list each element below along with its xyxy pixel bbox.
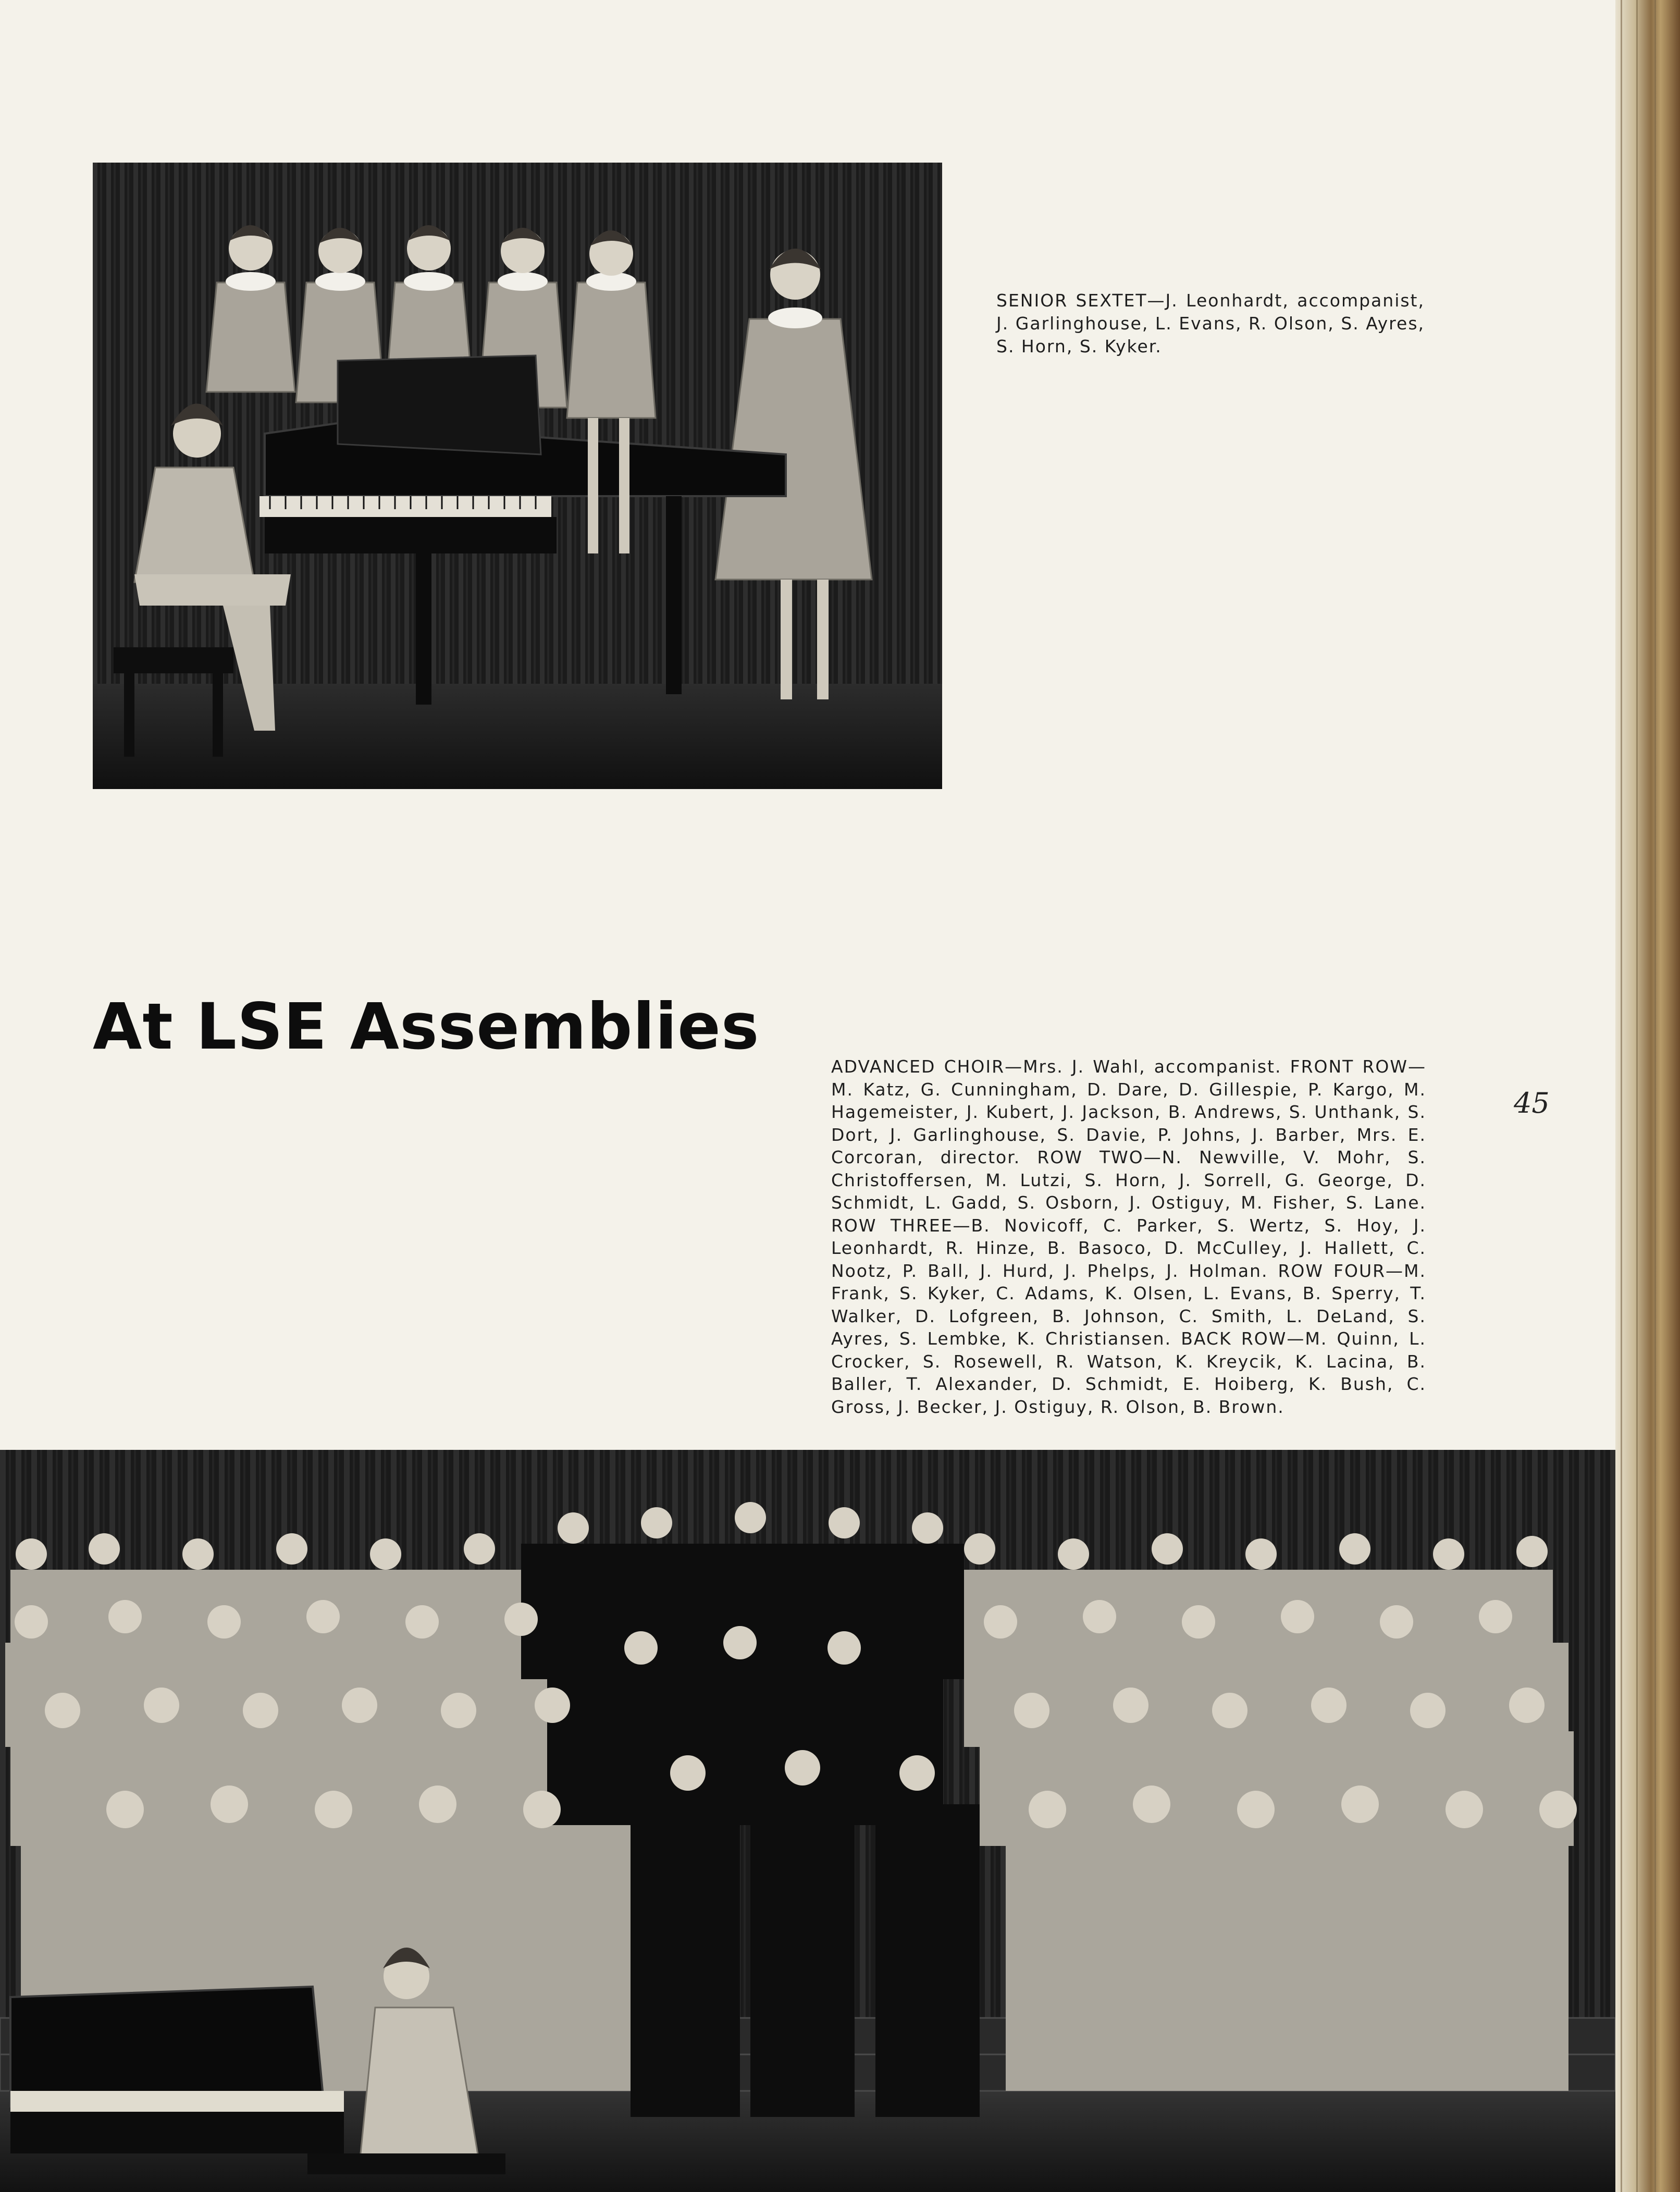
- binding-line: [1636, 0, 1638, 2192]
- page-number: 45: [1514, 1087, 1550, 1119]
- senior-sextet-illustration: [93, 163, 942, 789]
- advanced-choir-photo: [0, 1450, 1615, 2192]
- book-binding-edge: [1615, 0, 1680, 2192]
- page-headline: At LSE Assemblies: [93, 990, 760, 1064]
- senior-sextet-photo: [93, 163, 942, 789]
- binding-line: [1621, 0, 1622, 2192]
- advanced-choir-caption: ADVANCED CHOIR—Mrs. J. Wahl, accompanist. FRONT ROW—M. Katz, G. Cunningham, D. Dare, D. Gillespie, P. Kargo, M. Hagemeister, J. Kubert, J. Jackson, B. Andrews, S. Unthank, S. Dort, J. Garlinghouse, S. Davie, P. Johns, J. Barber, Mrs. E. Corcoran, director. ROW TWO—N. Newville, V. Mohr, S. Christoffersen, M. Lutzi, S. Horn, J. Sorrell, G. George, D. Schmidt, L. Gadd, S. Osborn, J. Ostiguy, M. Fisher, S. Lane. ROW THREE—B. Novicoff, C. Parker, S. Wertz, S. Hoy, J. Leonhardt, R. Hinze, B. Basoco, D. McCulley, J. Hallett, C. Nootz, P. Ball, J. Hurd, J. Phelps, J. Holman. ROW FOUR—M. Frank, S. Kyker, C. Adams, K. Olsen, L. Evans, B. Sperry, T. Walker, D. Lofgreen, B. Johnson, C. Smith, L. DeLand, S. Ayres, S. Lembke, K. Christiansen. BACK ROW—M. Quinn, L. Crocker, S. Rosewell, R. Watson, K. Kreycik, K. Lacina, B. Baller, T. Alexander, D. Schmidt, E. Hoiberg, K. Bush, C. Gross, J. Becker, J. Ostiguy, R. Olson, B. Brown.: [831, 1056, 1426, 1417]
- advanced-choir-illustration: [0, 1450, 1615, 2192]
- senior-sextet-caption: SENIOR SEXTET—J. Leonhardt, accompanist, J. Garlinghouse, L. Evans, R. Olson, S. Ayres, S. Horn, S. Kyker.: [996, 290, 1425, 356]
- binding-line: [1654, 0, 1656, 2192]
